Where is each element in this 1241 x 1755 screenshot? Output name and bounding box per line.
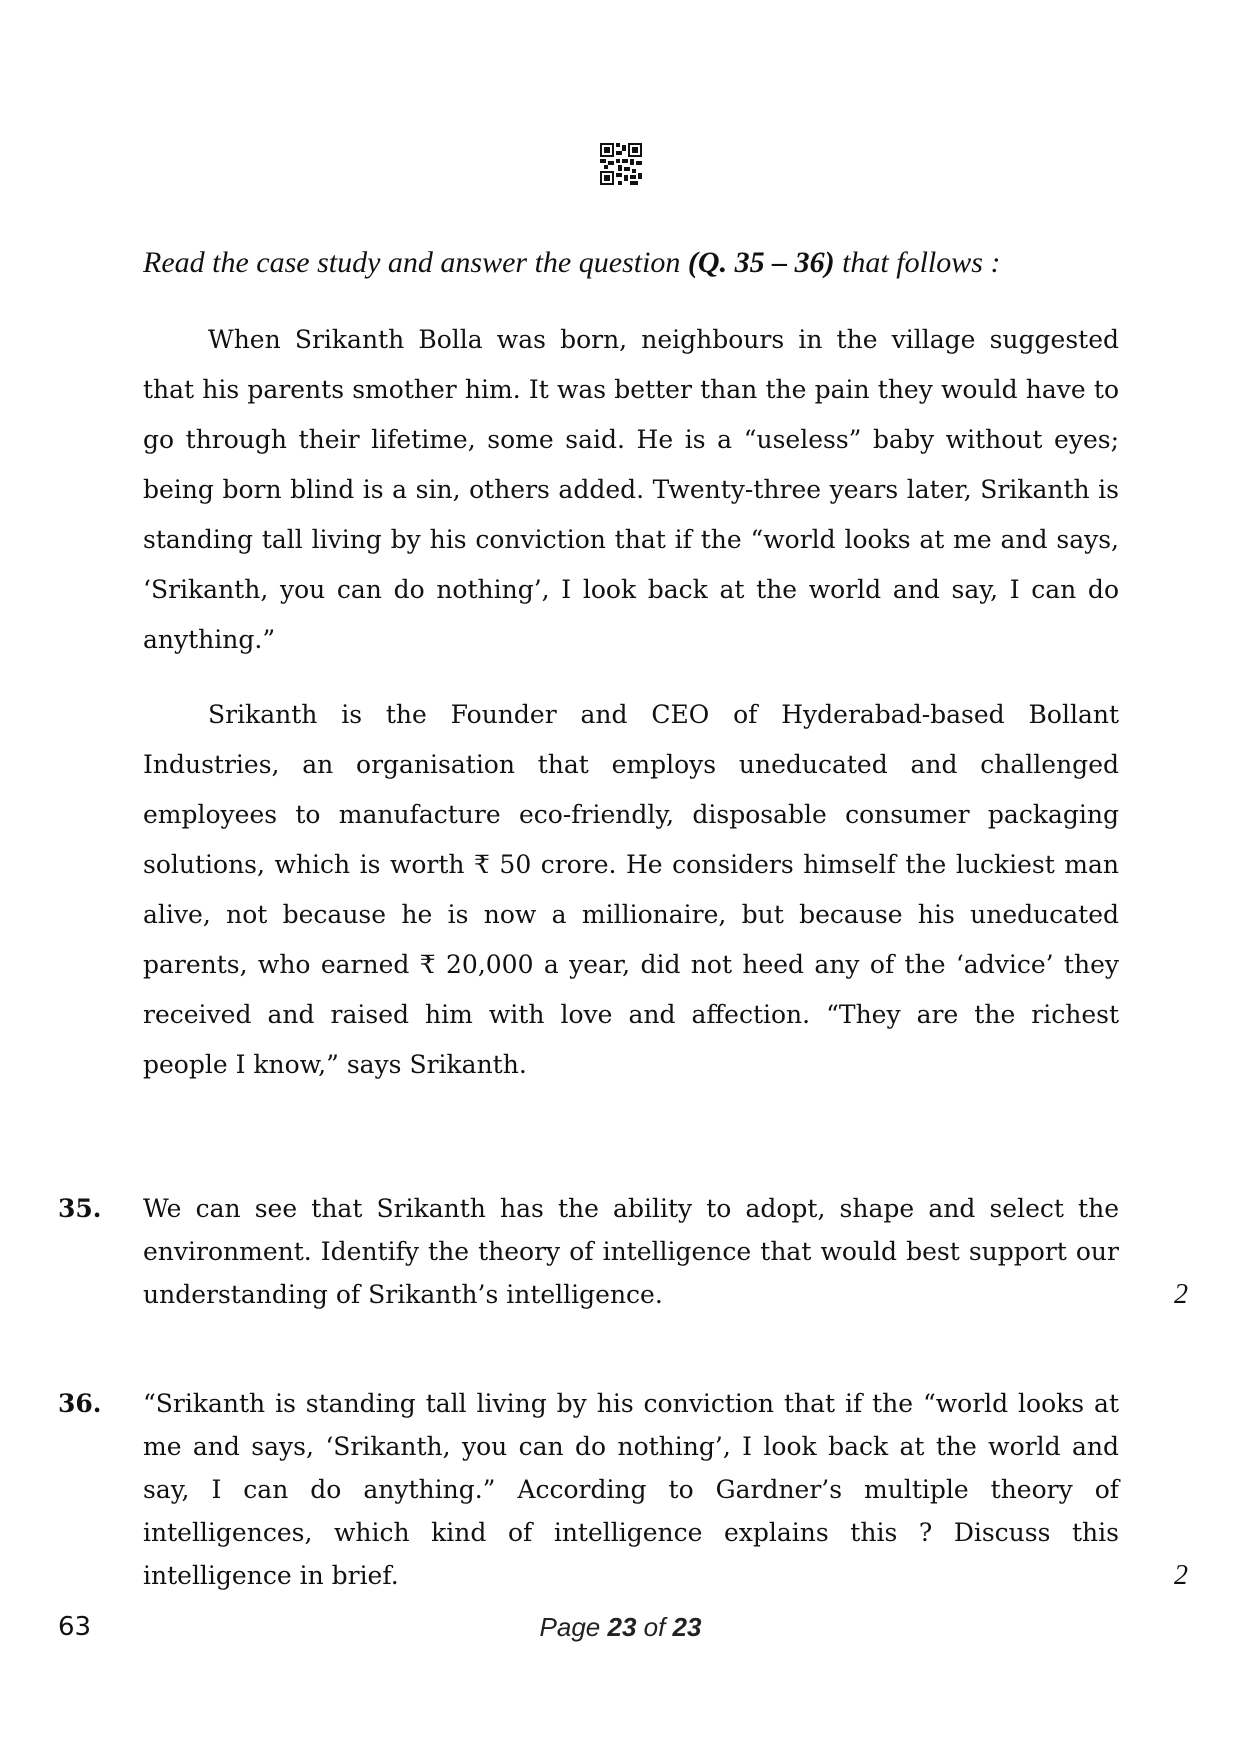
question-range: (Q. 35 – 36) bbox=[687, 246, 835, 279]
question-text: We can see that Srikanth has the ability to adopt, shape and select the environment. Identify the theory of intelligence that would best support our understanding of Srikanth’s intelligence. bbox=[143, 1194, 1119, 1309]
qr-code-icon bbox=[600, 143, 642, 185]
case-study-instruction: Read the case study and answer the question (Q. 35 – 36) that follows : bbox=[143, 246, 1001, 279]
question-number: 35. bbox=[58, 1194, 102, 1223]
page-number: Page 23 of 23 bbox=[539, 1612, 702, 1642]
case-study-paragraph-1: When Srikanth Bolla was born, neighbours in the village suggested that his parents smother him. It was better than the pain they would have to go through their lifetime, some said. He is a “useless” baby without eyes; being born blind is a sin, others added. Twenty-three years later, Srikanth is standing tall living by his conviction that if the “world looks at me and says, ‘Srikanth, you can do nothing’, I look back at the world and say, I can do anything.” bbox=[143, 325, 1119, 654]
question-marks: 2 bbox=[1174, 1560, 1188, 1591]
paper-code: 63 bbox=[58, 1612, 92, 1642]
question-text: “Srikanth is standing tall living by his conviction that if the “world looks at me and says, ‘Srikanth, you can do nothing’, I look back at the world and say, I can do anything.” According to Gardner’s multiple theory of intelligences, which kind of intelligence explains this ? Discuss this intelligence in brief. bbox=[143, 1389, 1119, 1590]
question-number: 36. bbox=[58, 1389, 102, 1418]
question-marks: 2 bbox=[1174, 1279, 1188, 1310]
case-study-paragraph-2: Srikanth is the Founder and CEO of Hyderabad-based Bollant Industries, an organisation that employs uneducated and challenged employees to manufacture eco-friendly, disposable consumer packaging solutions, which is worth ₹ 50 crore. He considers himself the luckiest man alive, not because he is now a millionaire, but because his uneducated parents, who earned ₹ 20,000 a year, did not heed any of the ‘advice’ they received and raised him with love and affection. “They are the richest people I know,” says Srikanth. bbox=[143, 700, 1119, 1079]
